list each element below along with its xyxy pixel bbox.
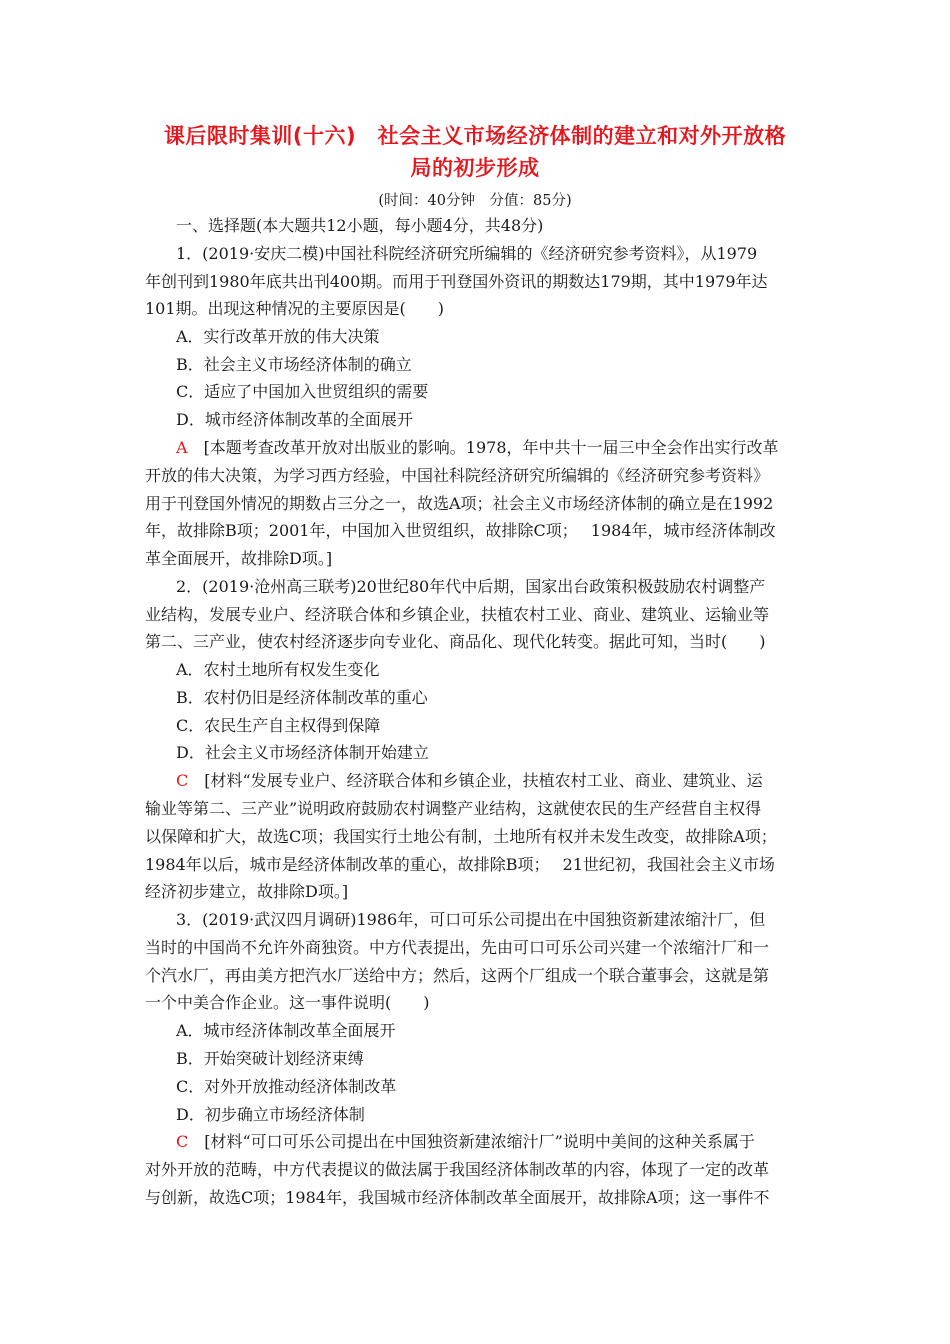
question-1-explanation: 开放的伟大决策，为学习西方经验，中国社科院经济研究所编辑的《经济研究参考资料》 — [145, 466, 770, 485]
question-1-stem: 101期。出现这种情况的主要原因是( ) — [145, 299, 445, 318]
question-2-explanation: 以保障和扩大，故选C项；我国实行土地公有制，土地所有权并未发生改变，故排除A项； — [145, 827, 777, 846]
question-3-answer: C — [176, 1132, 189, 1151]
question-2-option-a: A．农村土地所有权发生变化 — [176, 660, 380, 679]
document-title-line-1: 课后限时集训(十六) 社会主义市场经济体制的建立和对外开放格 — [163, 124, 787, 148]
question-1-explanation: A [本题考查改革开放对出版业的影响。1978，年中共十一届三中全会作出实行改革 — [176, 438, 779, 457]
question-2-stem: 第二、三产业，使农村经济逐步向专业化、商品化、现代化转变。据此可知，当时( ) — [145, 632, 766, 651]
document-title-line-2: 局的初步形成 — [410, 156, 540, 180]
question-1-option-a: A．实行改革开放的伟大决策 — [176, 327, 380, 346]
question-2-stem: 业结构，发展专业户、经济联合体和乡镇企业，扶植农村工业、商业、建筑业、运输业等 — [145, 605, 770, 624]
question-3-explanation: 与创新，故选C项；1984年，我国城市经济体制改革全面展开，故排除A项；这一事件不 — [145, 1188, 770, 1207]
question-3-explanation: C [材料“可口可乐公司提出在中国独资新建浓缩汁厂”说明中美间的这种关系属于 — [176, 1132, 755, 1151]
question-3-option-a: A．城市经济体制改革全面展开 — [176, 1021, 396, 1040]
question-2-stem: 2．(2019·沧州高三联考)20世纪80年代中后期，国家出台政策积极鼓励农村调整产 — [176, 577, 766, 596]
question-2-explanation: C [材料“发展专业户、经济联合体和乡镇企业，扶植农村工业、商业、建筑业、运 — [176, 771, 763, 790]
question-3-stem: 一个中美合作企业。这一事件说明( ) — [145, 993, 430, 1012]
question-3-stem: 当时的中国尚不允许外商独资。中方代表提出，先由可口可乐公司兴建一个浓缩汁厂和一 — [145, 938, 770, 957]
question-1-option-b: B．社会主义市场经济体制的确立 — [176, 355, 412, 374]
question-3-stem: 个汽水厂，再由美方把汽水厂送给中方；然后，这两个厂组成一个联合董事会，这就是第 — [145, 966, 770, 985]
question-2-option-c: C．农民生产自主权得到保障 — [176, 716, 381, 735]
question-1-stem: 1．(2019·安庆二模)中国社科院经济研究所编辑的《经济研究参考资料》，从1979 — [176, 244, 758, 263]
question-1-answer: A — [176, 438, 188, 457]
question-2-explanation: 经济初步建立，故排除D项。] — [145, 882, 349, 901]
question-3-stem: 3．(2019·武汉四月调研)1986年，可口可乐公司提出在中国独资新建浓缩汁厂，但 — [176, 910, 766, 929]
question-1-explanation: 年，故排除B项；2001年，中国加入世贸组织，故排除C项； 1984年，城市经济体制改 — [145, 521, 776, 540]
question-2-option-b: B．农村仍旧是经济体制改革的重心 — [176, 688, 428, 707]
question-3-explanation: 对外开放的范畴，中方代表提议的做法属于我国经济体制改革的内容，体现了一定的改革 — [145, 1160, 770, 1179]
question-1-option-c: C．适应了中国加入世贸组织的需要 — [176, 382, 429, 401]
section-heading: 一、选择题(本大题共12小题，每小题4分，共48分) — [176, 216, 544, 235]
question-3-option-d: D．初步确立市场经济体制 — [176, 1105, 365, 1124]
question-2-explanation: 输业等第二、三产业”说明政府鼓励农村调整产业结构，这就使农民的生产经营自主权得 — [145, 799, 762, 818]
time-score-info: (时间：40分钟 分值：85分) — [378, 193, 572, 209]
question-1-stem: 年创刊到1980年底共出刊400期。而用于刊登国外资讯的期数达179期，其中1979年达 — [145, 272, 768, 291]
question-2-option-d: D．社会主义市场经济体制开始建立 — [176, 743, 429, 762]
question-1-explanation: 用于刊登国外情况的期数占三分之一，故选A项；社会主义市场经济体制的确立是在1992 — [145, 494, 774, 513]
question-2-explanation: 1984年以后，城市是经济体制改革的重心，故排除B项； 21世纪初，我国社会主义市场 — [145, 855, 775, 874]
question-1-explanation: 革全面展开，故排除D项。] — [145, 549, 333, 568]
question-1-option-d: D．城市经济体制改革的全面展开 — [176, 410, 413, 429]
question-3-option-c: C．对外开放推动经济体制改革 — [176, 1077, 397, 1096]
question-3-option-b: B．开始突破计划经济束缚 — [176, 1049, 364, 1068]
question-2-answer: C — [176, 771, 189, 790]
